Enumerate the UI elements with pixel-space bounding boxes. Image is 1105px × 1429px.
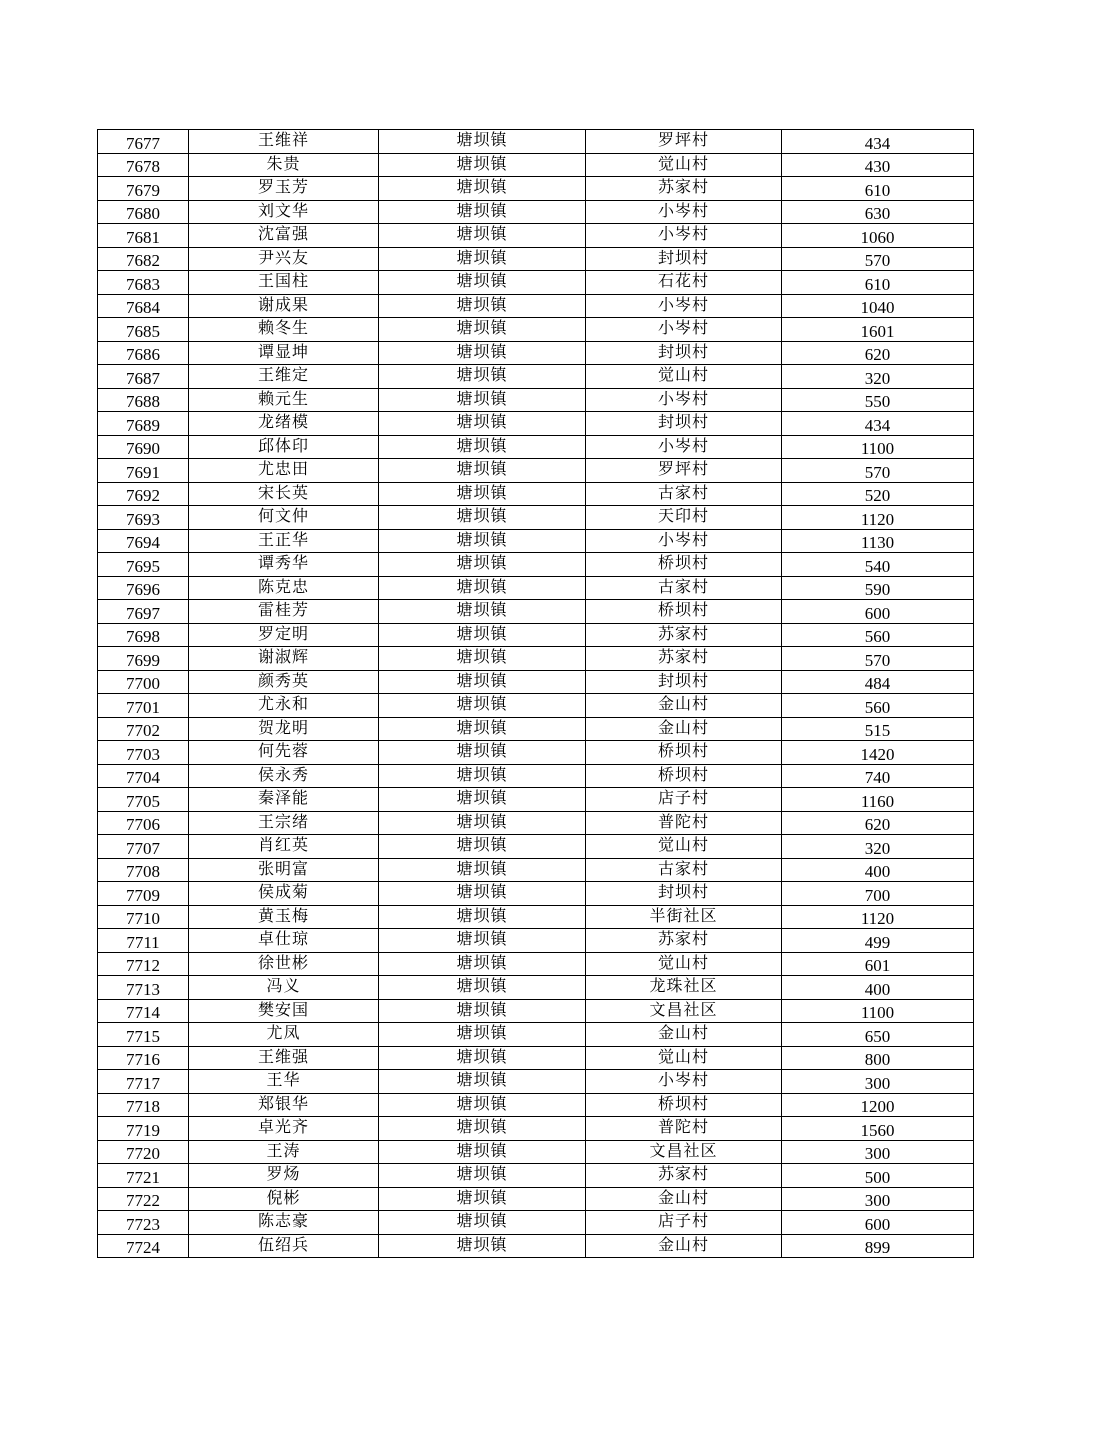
table-row xyxy=(98,224,974,248)
cell-name: 尤永和 xyxy=(189,694,379,718)
cell-town: 塘坝镇 xyxy=(379,1046,586,1070)
cell-village: 苏家村 xyxy=(586,1164,782,1188)
cell-id: 7704 xyxy=(98,764,189,788)
cell-town: 塘坝镇 xyxy=(379,694,586,718)
table-row xyxy=(98,247,974,271)
cell-amount: 300 xyxy=(782,1070,974,1094)
cell-name: 刘文华 xyxy=(189,200,379,224)
cell-village: 小岑村 xyxy=(586,200,782,224)
cell-id: 7709 xyxy=(98,882,189,906)
cell-village: 封坝村 xyxy=(586,341,782,365)
cell-village: 文昌社区 xyxy=(586,1140,782,1164)
cell-name: 尤忠田 xyxy=(189,459,379,483)
cell-amount: 1100 xyxy=(782,435,974,459)
cell-village: 苏家村 xyxy=(586,177,782,201)
cell-village: 金山村 xyxy=(586,717,782,741)
cell-amount: 620 xyxy=(782,811,974,835)
table-row xyxy=(98,788,974,812)
cell-id: 7695 xyxy=(98,553,189,577)
cell-town: 塘坝镇 xyxy=(379,1117,586,1141)
cell-id: 7691 xyxy=(98,459,189,483)
cell-amount: 540 xyxy=(782,553,974,577)
cell-amount: 1130 xyxy=(782,529,974,553)
cell-name: 王维定 xyxy=(189,365,379,389)
cell-town: 塘坝镇 xyxy=(379,341,586,365)
cell-name: 肖红英 xyxy=(189,835,379,859)
cell-village: 普陀村 xyxy=(586,1117,782,1141)
cell-village: 金山村 xyxy=(586,1234,782,1258)
table-row xyxy=(98,882,974,906)
cell-name: 樊安国 xyxy=(189,999,379,1023)
table-row xyxy=(98,506,974,530)
cell-id: 7723 xyxy=(98,1211,189,1235)
cell-village: 店子村 xyxy=(586,1211,782,1235)
cell-amount: 400 xyxy=(782,858,974,882)
cell-id: 7716 xyxy=(98,1046,189,1070)
cell-village: 小岑村 xyxy=(586,388,782,412)
data-table xyxy=(97,129,974,1258)
cell-village: 小岑村 xyxy=(586,435,782,459)
cell-name: 谢淑辉 xyxy=(189,647,379,671)
cell-name: 王正华 xyxy=(189,529,379,553)
cell-village: 桥坝村 xyxy=(586,600,782,624)
table-row xyxy=(98,153,974,177)
cell-id: 7710 xyxy=(98,905,189,929)
cell-amount: 1160 xyxy=(782,788,974,812)
cell-name: 谭秀华 xyxy=(189,553,379,577)
cell-town: 塘坝镇 xyxy=(379,741,586,765)
cell-name: 颜秀英 xyxy=(189,670,379,694)
cell-id: 7715 xyxy=(98,1023,189,1047)
cell-amount: 1100 xyxy=(782,999,974,1023)
cell-id: 7717 xyxy=(98,1070,189,1094)
cell-town: 塘坝镇 xyxy=(379,506,586,530)
cell-id: 7677 xyxy=(98,130,189,154)
cell-id: 7684 xyxy=(98,294,189,318)
cell-town: 塘坝镇 xyxy=(379,600,586,624)
table-row xyxy=(98,365,974,389)
cell-village: 金山村 xyxy=(586,694,782,718)
cell-amount: 1120 xyxy=(782,506,974,530)
cell-id: 7712 xyxy=(98,952,189,976)
cell-id: 7688 xyxy=(98,388,189,412)
cell-amount: 320 xyxy=(782,835,974,859)
cell-amount: 700 xyxy=(782,882,974,906)
cell-amount: 610 xyxy=(782,177,974,201)
cell-name: 王维祥 xyxy=(189,130,379,154)
cell-amount: 800 xyxy=(782,1046,974,1070)
cell-village: 觉山村 xyxy=(586,153,782,177)
cell-id: 7697 xyxy=(98,600,189,624)
table-row xyxy=(98,271,974,295)
cell-village: 石花村 xyxy=(586,271,782,295)
table-row xyxy=(98,717,974,741)
cell-town: 塘坝镇 xyxy=(379,1164,586,1188)
cell-amount: 630 xyxy=(782,200,974,224)
cell-village: 封坝村 xyxy=(586,247,782,271)
cell-id: 7711 xyxy=(98,929,189,953)
cell-town: 塘坝镇 xyxy=(379,811,586,835)
cell-name: 倪彬 xyxy=(189,1187,379,1211)
table-row xyxy=(98,130,974,154)
cell-village: 小岑村 xyxy=(586,529,782,553)
table-row xyxy=(98,318,974,342)
table-row xyxy=(98,200,974,224)
cell-village: 小岑村 xyxy=(586,224,782,248)
table-row xyxy=(98,835,974,859)
cell-name: 侯永秀 xyxy=(189,764,379,788)
cell-village: 封坝村 xyxy=(586,882,782,906)
cell-town: 塘坝镇 xyxy=(379,271,586,295)
cell-name: 宋长英 xyxy=(189,482,379,506)
cell-id: 7683 xyxy=(98,271,189,295)
cell-name: 何文仲 xyxy=(189,506,379,530)
cell-village: 小岑村 xyxy=(586,1070,782,1094)
cell-amount: 515 xyxy=(782,717,974,741)
cell-name: 沈富强 xyxy=(189,224,379,248)
table-row xyxy=(98,764,974,788)
cell-id: 7705 xyxy=(98,788,189,812)
cell-amount: 570 xyxy=(782,647,974,671)
cell-id: 7706 xyxy=(98,811,189,835)
cell-amount: 434 xyxy=(782,412,974,436)
cell-id: 7708 xyxy=(98,858,189,882)
cell-village: 天印村 xyxy=(586,506,782,530)
table-row xyxy=(98,952,974,976)
cell-amount: 650 xyxy=(782,1023,974,1047)
cell-village: 桥坝村 xyxy=(586,764,782,788)
cell-town: 塘坝镇 xyxy=(379,553,586,577)
cell-town: 塘坝镇 xyxy=(379,835,586,859)
cell-id: 7698 xyxy=(98,623,189,647)
cell-town: 塘坝镇 xyxy=(379,929,586,953)
cell-id: 7707 xyxy=(98,835,189,859)
cell-id: 7679 xyxy=(98,177,189,201)
cell-town: 塘坝镇 xyxy=(379,647,586,671)
cell-id: 7682 xyxy=(98,247,189,271)
cell-name: 王涛 xyxy=(189,1140,379,1164)
cell-town: 塘坝镇 xyxy=(379,670,586,694)
cell-id: 7703 xyxy=(98,741,189,765)
cell-village: 封坝村 xyxy=(586,670,782,694)
cell-id: 7681 xyxy=(98,224,189,248)
cell-town: 塘坝镇 xyxy=(379,294,586,318)
cell-town: 塘坝镇 xyxy=(379,788,586,812)
cell-amount: 1120 xyxy=(782,905,974,929)
table-row xyxy=(98,811,974,835)
cell-id: 7724 xyxy=(98,1234,189,1258)
cell-town: 塘坝镇 xyxy=(379,318,586,342)
cell-name: 侯成菊 xyxy=(189,882,379,906)
cell-name: 雷桂芳 xyxy=(189,600,379,624)
cell-name: 伍绍兵 xyxy=(189,1234,379,1258)
cell-town: 塘坝镇 xyxy=(379,576,586,600)
cell-name: 罗炀 xyxy=(189,1164,379,1188)
cell-id: 7696 xyxy=(98,576,189,600)
table-row xyxy=(98,1234,974,1258)
table-row xyxy=(98,600,974,624)
cell-town: 塘坝镇 xyxy=(379,177,586,201)
cell-amount: 1420 xyxy=(782,741,974,765)
cell-name: 王维强 xyxy=(189,1046,379,1070)
cell-name: 卓光齐 xyxy=(189,1117,379,1141)
cell-amount: 1040 xyxy=(782,294,974,318)
table-row xyxy=(98,482,974,506)
cell-amount: 570 xyxy=(782,459,974,483)
cell-village: 半街社区 xyxy=(586,905,782,929)
cell-town: 塘坝镇 xyxy=(379,882,586,906)
table-row xyxy=(98,929,974,953)
cell-id: 7722 xyxy=(98,1187,189,1211)
cell-name: 赖元生 xyxy=(189,388,379,412)
table-row xyxy=(98,459,974,483)
cell-village: 小岑村 xyxy=(586,294,782,318)
cell-name: 罗定明 xyxy=(189,623,379,647)
table-row xyxy=(98,553,974,577)
table-row xyxy=(98,1023,974,1047)
cell-amount: 500 xyxy=(782,1164,974,1188)
table-row xyxy=(98,1070,974,1094)
cell-town: 塘坝镇 xyxy=(379,482,586,506)
table-body xyxy=(98,130,974,1258)
cell-name: 邱体印 xyxy=(189,435,379,459)
cell-village: 古家村 xyxy=(586,482,782,506)
cell-name: 秦泽能 xyxy=(189,788,379,812)
cell-town: 塘坝镇 xyxy=(379,858,586,882)
cell-amount: 1560 xyxy=(782,1117,974,1141)
cell-village: 觉山村 xyxy=(586,952,782,976)
cell-id: 7685 xyxy=(98,318,189,342)
cell-amount: 1601 xyxy=(782,318,974,342)
cell-amount: 430 xyxy=(782,153,974,177)
cell-village: 普陀村 xyxy=(586,811,782,835)
cell-amount: 610 xyxy=(782,271,974,295)
cell-village: 罗坪村 xyxy=(586,459,782,483)
cell-town: 塘坝镇 xyxy=(379,1093,586,1117)
cell-village: 古家村 xyxy=(586,858,782,882)
cell-town: 塘坝镇 xyxy=(379,435,586,459)
table-row xyxy=(98,694,974,718)
cell-name: 尹兴友 xyxy=(189,247,379,271)
cell-village: 桥坝村 xyxy=(586,1093,782,1117)
cell-town: 塘坝镇 xyxy=(379,130,586,154)
cell-village: 封坝村 xyxy=(586,412,782,436)
table-row xyxy=(98,858,974,882)
cell-amount: 300 xyxy=(782,1140,974,1164)
cell-town: 塘坝镇 xyxy=(379,1211,586,1235)
table-row xyxy=(98,670,974,694)
cell-town: 塘坝镇 xyxy=(379,1140,586,1164)
cell-town: 塘坝镇 xyxy=(379,1187,586,1211)
cell-town: 塘坝镇 xyxy=(379,952,586,976)
cell-town: 塘坝镇 xyxy=(379,1023,586,1047)
cell-id: 7690 xyxy=(98,435,189,459)
table-row xyxy=(98,576,974,600)
cell-town: 塘坝镇 xyxy=(379,1234,586,1258)
cell-village: 古家村 xyxy=(586,576,782,600)
cell-village: 觉山村 xyxy=(586,365,782,389)
cell-id: 7718 xyxy=(98,1093,189,1117)
cell-name: 贺龙明 xyxy=(189,717,379,741)
cell-village: 桥坝村 xyxy=(586,553,782,577)
cell-name: 张明富 xyxy=(189,858,379,882)
table-row xyxy=(98,741,974,765)
cell-id: 7720 xyxy=(98,1140,189,1164)
cell-town: 塘坝镇 xyxy=(379,365,586,389)
cell-name: 郑银华 xyxy=(189,1093,379,1117)
cell-town: 塘坝镇 xyxy=(379,764,586,788)
cell-village: 觉山村 xyxy=(586,835,782,859)
table-row xyxy=(98,1093,974,1117)
cell-name: 朱贵 xyxy=(189,153,379,177)
cell-village: 苏家村 xyxy=(586,623,782,647)
table-row xyxy=(98,1164,974,1188)
cell-town: 塘坝镇 xyxy=(379,459,586,483)
cell-name: 王华 xyxy=(189,1070,379,1094)
cell-village: 桥坝村 xyxy=(586,741,782,765)
cell-id: 7721 xyxy=(98,1164,189,1188)
cell-amount: 1060 xyxy=(782,224,974,248)
cell-id: 7692 xyxy=(98,482,189,506)
cell-name: 陈志豪 xyxy=(189,1211,379,1235)
cell-amount: 601 xyxy=(782,952,974,976)
cell-village: 罗坪村 xyxy=(586,130,782,154)
cell-id: 7678 xyxy=(98,153,189,177)
cell-village: 龙珠社区 xyxy=(586,976,782,1000)
cell-village: 金山村 xyxy=(586,1187,782,1211)
table-row xyxy=(98,1211,974,1235)
cell-village: 苏家村 xyxy=(586,929,782,953)
cell-id: 7699 xyxy=(98,647,189,671)
cell-amount: 499 xyxy=(782,929,974,953)
table-row xyxy=(98,341,974,365)
cell-town: 塘坝镇 xyxy=(379,905,586,929)
table-row xyxy=(98,1117,974,1141)
cell-name: 赖冬生 xyxy=(189,318,379,342)
cell-amount: 400 xyxy=(782,976,974,1000)
cell-id: 7686 xyxy=(98,341,189,365)
table-row xyxy=(98,388,974,412)
cell-amount: 560 xyxy=(782,694,974,718)
cell-town: 塘坝镇 xyxy=(379,1070,586,1094)
table-row xyxy=(98,294,974,318)
cell-town: 塘坝镇 xyxy=(379,529,586,553)
table-row xyxy=(98,1140,974,1164)
cell-amount: 600 xyxy=(782,600,974,624)
cell-amount: 1200 xyxy=(782,1093,974,1117)
table-row xyxy=(98,177,974,201)
cell-town: 塘坝镇 xyxy=(379,247,586,271)
cell-village: 文昌社区 xyxy=(586,999,782,1023)
cell-name: 陈克忠 xyxy=(189,576,379,600)
cell-name: 何先蓉 xyxy=(189,741,379,765)
cell-name: 黄玉梅 xyxy=(189,905,379,929)
cell-town: 塘坝镇 xyxy=(379,224,586,248)
cell-town: 塘坝镇 xyxy=(379,976,586,1000)
cell-id: 7701 xyxy=(98,694,189,718)
table-row xyxy=(98,435,974,459)
table-row xyxy=(98,529,974,553)
cell-amount: 560 xyxy=(782,623,974,647)
cell-town: 塘坝镇 xyxy=(379,388,586,412)
cell-amount: 600 xyxy=(782,1211,974,1235)
cell-town: 塘坝镇 xyxy=(379,412,586,436)
cell-town: 塘坝镇 xyxy=(379,200,586,224)
cell-amount: 520 xyxy=(782,482,974,506)
cell-town: 塘坝镇 xyxy=(379,623,586,647)
cell-name: 谭显坤 xyxy=(189,341,379,365)
table-row xyxy=(98,999,974,1023)
cell-village: 金山村 xyxy=(586,1023,782,1047)
cell-id: 7713 xyxy=(98,976,189,1000)
cell-amount: 570 xyxy=(782,247,974,271)
cell-name: 尤凤 xyxy=(189,1023,379,1047)
table-row xyxy=(98,976,974,1000)
cell-amount: 484 xyxy=(782,670,974,694)
cell-name: 王宗绪 xyxy=(189,811,379,835)
table-row xyxy=(98,412,974,436)
cell-amount: 320 xyxy=(782,365,974,389)
cell-id: 7719 xyxy=(98,1117,189,1141)
cell-name: 冯义 xyxy=(189,976,379,1000)
cell-town: 塘坝镇 xyxy=(379,153,586,177)
cell-amount: 740 xyxy=(782,764,974,788)
cell-amount: 550 xyxy=(782,388,974,412)
cell-town: 塘坝镇 xyxy=(379,999,586,1023)
table-row xyxy=(98,1046,974,1070)
cell-amount: 590 xyxy=(782,576,974,600)
cell-id: 7694 xyxy=(98,529,189,553)
cell-amount: 300 xyxy=(782,1187,974,1211)
cell-name: 龙绪模 xyxy=(189,412,379,436)
cell-village: 觉山村 xyxy=(586,1046,782,1070)
cell-id: 7687 xyxy=(98,365,189,389)
cell-name: 徐世彬 xyxy=(189,952,379,976)
cell-town: 塘坝镇 xyxy=(379,717,586,741)
cell-id: 7693 xyxy=(98,506,189,530)
table-row xyxy=(98,1187,974,1211)
cell-village: 小岑村 xyxy=(586,318,782,342)
table-row xyxy=(98,623,974,647)
table-row xyxy=(98,905,974,929)
cell-village: 店子村 xyxy=(586,788,782,812)
cell-id: 7702 xyxy=(98,717,189,741)
cell-amount: 899 xyxy=(782,1234,974,1258)
cell-name: 王国柱 xyxy=(189,271,379,295)
cell-id: 7714 xyxy=(98,999,189,1023)
cell-id: 7689 xyxy=(98,412,189,436)
table-row xyxy=(98,647,974,671)
cell-id: 7700 xyxy=(98,670,189,694)
cell-id: 7680 xyxy=(98,200,189,224)
cell-name: 罗玉芳 xyxy=(189,177,379,201)
cell-village: 苏家村 xyxy=(586,647,782,671)
cell-amount: 434 xyxy=(782,130,974,154)
cell-name: 卓仕琼 xyxy=(189,929,379,953)
cell-name: 谢成果 xyxy=(189,294,379,318)
cell-amount: 620 xyxy=(782,341,974,365)
